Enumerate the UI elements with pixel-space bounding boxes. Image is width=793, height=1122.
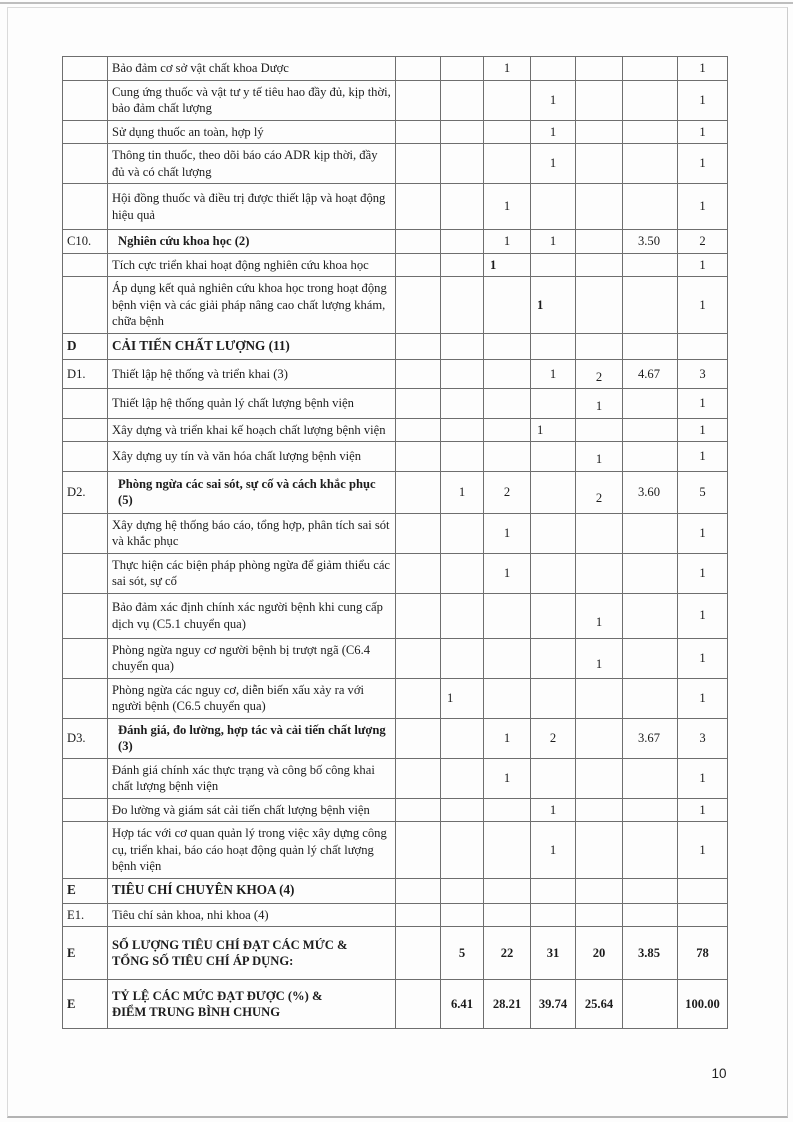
value-cell-avg [623,593,678,638]
table-row [63,57,728,81]
value-cell-m3 [484,442,531,472]
value-cell-m2 [441,253,484,277]
value-cell-m4: 1 [531,418,576,442]
value-cell-m5 [576,758,623,798]
value-cell-total: 1 [678,442,728,472]
table-row [63,903,728,927]
table-row [63,277,728,334]
value-cell-avg: 3.85 [623,927,678,980]
code-cell [63,638,108,678]
value-cell-avg [623,513,678,553]
value-cell-m2: 6.41 [441,980,484,1029]
value-cell-m3 [484,418,531,442]
code-cell [63,253,108,277]
value-cell-m3: 1 [484,230,531,254]
value-cell-total: 100.00 [678,980,728,1029]
criteria-table [62,56,728,1029]
code-cell [63,553,108,593]
code-cell [63,57,108,81]
value-cell-avg [623,144,678,184]
value-cell-m5 [576,184,623,230]
value-cell-m1 [396,389,441,419]
table-row [63,593,728,638]
value-cell-total: 1 [678,798,728,822]
table-row [63,758,728,798]
value-cell-m1 [396,120,441,144]
table-row [63,418,728,442]
code-cell [63,822,108,879]
criterion-cell: Thiết lập hệ thống và triển khai (3) [108,359,396,389]
value-cell-m4 [531,471,576,513]
value-cell-m3: 1 [484,184,531,230]
value-cell-total: 1 [678,184,728,230]
value-cell-m3 [484,144,531,184]
value-cell-m1 [396,758,441,798]
value-cell-total: 1 [678,418,728,442]
value-cell-m2 [441,822,484,879]
value-cell-m3 [484,878,531,903]
value-cell-m4 [531,513,576,553]
value-cell-total: 1 [678,593,728,638]
value-cell-m2 [441,144,484,184]
value-cell-avg [623,758,678,798]
table-row [63,513,728,553]
value-cell-m1 [396,903,441,927]
criterion-cell: Xây dựng uy tín và văn hóa chất lượng bệnh viện [108,442,396,472]
value-cell-total: 5 [678,471,728,513]
value-cell-avg: 3.60 [623,471,678,513]
value-cell-m1 [396,822,441,879]
value-cell-m3 [484,903,531,927]
table-row [63,822,728,879]
table-row [63,144,728,184]
table-row [63,553,728,593]
value-cell-m1 [396,277,441,334]
criterion-cell: Tích cực triển khai hoạt động nghiên cứu khoa học [108,253,396,277]
value-cell-m3 [484,822,531,879]
value-cell-m5 [576,553,623,593]
value-cell-avg [623,442,678,472]
value-cell-total: 1 [678,553,728,593]
code-cell: E [63,927,108,980]
value-cell-avg: 4.67 [623,359,678,389]
value-cell-total: 1 [678,638,728,678]
value-cell-m1 [396,359,441,389]
criterion-cell: Đo lường và giám sát cải tiến chất lượng bệnh viện [108,798,396,822]
value-cell-m5: 1 [576,442,623,472]
value-cell-m3: 22 [484,927,531,980]
value-cell-m5 [576,277,623,334]
value-cell-avg [623,80,678,120]
value-cell-m5 [576,513,623,553]
value-cell-m5: 25.64 [576,980,623,1029]
table-row [63,980,728,1029]
value-cell-m1 [396,442,441,472]
value-cell-m1 [396,80,441,120]
table-row [63,333,728,359]
value-cell-m4 [531,878,576,903]
value-cell-m5: 2 [576,359,623,389]
value-cell-m5 [576,80,623,120]
value-cell-m1 [396,980,441,1029]
value-cell-m5 [576,120,623,144]
value-cell-m5 [576,333,623,359]
value-cell-m5 [576,822,623,879]
criterion-cell: Nghiên cứu khoa học (2) [108,230,396,254]
value-cell-total: 1 [678,389,728,419]
value-cell-m3 [484,359,531,389]
value-cell-total: 78 [678,927,728,980]
value-cell-avg: 3.67 [623,718,678,758]
table-row [63,230,728,254]
value-cell-m3 [484,593,531,638]
table-row [63,389,728,419]
table-row [63,798,728,822]
criterion-cell: Phòng ngừa các nguy cơ, diễn biến xấu xảy ra với người bệnh (C6.5 chuyển qua) [108,678,396,718]
value-cell-m2 [441,57,484,81]
criterion-cell: Đánh giá chính xác thực trạng và công bố công khai chất lượng bệnh viện [108,758,396,798]
criterion-cell: Sử dụng thuốc an toàn, hợp lý [108,120,396,144]
code-cell [63,144,108,184]
code-cell [63,593,108,638]
value-cell-m2 [441,758,484,798]
value-cell-m4 [531,638,576,678]
value-cell-total: 1 [678,277,728,334]
value-cell-m5 [576,718,623,758]
value-cell-m4: 1 [531,822,576,879]
value-cell-m1 [396,333,441,359]
value-cell-m4: 1 [531,120,576,144]
code-cell [63,80,108,120]
value-cell-m2 [441,903,484,927]
value-cell-m3 [484,120,531,144]
code-cell [63,513,108,553]
value-cell-total [678,333,728,359]
value-cell-avg [623,184,678,230]
value-cell-m4 [531,184,576,230]
value-cell-m4 [531,758,576,798]
table-row [63,638,728,678]
value-cell-m2 [441,418,484,442]
value-cell-m3 [484,678,531,718]
value-cell-m3: 28.21 [484,980,531,1029]
value-cell-m4: 1 [531,144,576,184]
value-cell-avg [623,120,678,144]
table-row [63,120,728,144]
value-cell-avg [623,903,678,927]
criterion-cell: Thiết lập hệ thống quản lý chất lượng bệnh viện [108,389,396,419]
code-cell: D [63,333,108,359]
value-cell-m4 [531,333,576,359]
value-cell-total: 3 [678,718,728,758]
value-cell-m2 [441,277,484,334]
value-cell-total: 2 [678,230,728,254]
value-cell-m2 [441,798,484,822]
value-cell-total: 1 [678,758,728,798]
value-cell-m5 [576,678,623,718]
value-cell-m3 [484,277,531,334]
value-cell-m1 [396,471,441,513]
criterion-cell: Xây dựng và triển khai kế hoạch chất lượng bệnh viện [108,418,396,442]
value-cell-m3 [484,798,531,822]
criterion-cell: Đánh giá, đo lường, hợp tác và cải tiến chất lượng (3) [108,718,396,758]
value-cell-m1 [396,144,441,184]
code-cell [63,184,108,230]
value-cell-m1 [396,553,441,593]
value-cell-m3 [484,638,531,678]
criterion-cell: Xây dựng hệ thống báo cáo, tổng hợp, phân tích sai sót và khắc phục [108,513,396,553]
value-cell-total: 1 [678,80,728,120]
value-cell-m5: 1 [576,389,623,419]
value-cell-m2 [441,80,484,120]
value-cell-m3 [484,389,531,419]
table-row [63,253,728,277]
value-cell-m5: 1 [576,638,623,678]
value-cell-total: 1 [678,120,728,144]
value-cell-m4: 1 [531,80,576,120]
value-cell-m1 [396,513,441,553]
value-cell-m3: 1 [484,718,531,758]
scan-top-edge [0,2,793,4]
value-cell-m1 [396,57,441,81]
value-cell-m2 [441,442,484,472]
value-cell-m1 [396,230,441,254]
criterion-cell: Tiêu chí sản khoa, nhi khoa (4) [108,903,396,927]
table-row [63,80,728,120]
value-cell-m4 [531,389,576,419]
value-cell-m4 [531,442,576,472]
value-cell-total: 1 [678,253,728,277]
criterion-cell: CẢI TIẾN CHẤT LƯỢNG (11) [108,333,396,359]
table-row [63,927,728,980]
code-cell [63,798,108,822]
value-cell-m2: 1 [441,471,484,513]
value-cell-avg [623,253,678,277]
value-cell-m2 [441,184,484,230]
value-cell-avg [623,980,678,1029]
value-cell-avg: 3.50 [623,230,678,254]
value-cell-m4: 1 [531,277,576,334]
value-cell-avg [623,638,678,678]
value-cell-m4 [531,593,576,638]
value-cell-avg [623,277,678,334]
value-cell-total: 1 [678,678,728,718]
table-row [63,718,728,758]
value-cell-m4 [531,57,576,81]
code-cell: C10. [63,230,108,254]
value-cell-m4 [531,253,576,277]
value-cell-avg [623,333,678,359]
value-cell-total [678,903,728,927]
value-cell-m5: 1 [576,593,623,638]
value-cell-m2 [441,389,484,419]
value-cell-m5 [576,798,623,822]
value-cell-m5 [576,418,623,442]
value-cell-m1 [396,253,441,277]
criterion-cell: Thông tin thuốc, theo dõi báo cáo ADR kịp thời, đầy đủ và có chất lượng [108,144,396,184]
value-cell-m4: 1 [531,359,576,389]
criterion-cell: Hợp tác với cơ quan quản lý trong việc xây dựng công cụ, triển khai, báo cáo hoạt động quản lý chất lượng bệnh viện [108,822,396,879]
value-cell-m2 [441,359,484,389]
criterion-cell: Cung ứng thuốc và vật tư y tế tiêu hao đầy đủ, kịp thời, bảo đảm chất lượng [108,80,396,120]
value-cell-avg [623,553,678,593]
value-cell-m1 [396,927,441,980]
criterion-cell: Phòng ngừa nguy cơ người bệnh bị trượt ngã (C6.4 chuyển qua) [108,638,396,678]
table-row [63,442,728,472]
value-cell-m1 [396,678,441,718]
value-cell-m4 [531,553,576,593]
value-cell-avg [623,798,678,822]
value-cell-m2 [441,513,484,553]
value-cell-m5 [576,57,623,81]
code-cell: E [63,878,108,903]
value-cell-m1 [396,718,441,758]
value-cell-avg [623,418,678,442]
value-cell-m4: 1 [531,230,576,254]
criterion-cell: Thực hiện các biện pháp phòng ngừa để giảm thiểu các sai sót, sự cố [108,553,396,593]
table-row [63,878,728,903]
value-cell-avg [623,389,678,419]
value-cell-m5 [576,903,623,927]
value-cell-m2 [441,593,484,638]
value-cell-total: 1 [678,513,728,553]
value-cell-total: 1 [678,57,728,81]
code-cell [63,120,108,144]
value-cell-avg [623,822,678,879]
table-row [63,359,728,389]
value-cell-m5: 20 [576,927,623,980]
criterion-cell: Bảo đảm cơ sở vật chất khoa Dược [108,57,396,81]
value-cell-m3 [484,80,531,120]
value-cell-m3: 1 [484,553,531,593]
code-cell: E1. [63,903,108,927]
value-cell-total: 1 [678,144,728,184]
value-cell-m3: 1 [484,253,531,277]
value-cell-m4: 31 [531,927,576,980]
value-cell-total: 3 [678,359,728,389]
code-cell [63,277,108,334]
value-cell-m4: 39.74 [531,980,576,1029]
value-cell-m2 [441,120,484,144]
table-row [63,678,728,718]
value-cell-m5 [576,878,623,903]
value-cell-m3: 1 [484,57,531,81]
value-cell-m2 [441,230,484,254]
value-cell-m1 [396,878,441,903]
value-cell-m4: 2 [531,718,576,758]
value-cell-m1 [396,798,441,822]
value-cell-avg [623,57,678,81]
table-row [63,184,728,230]
value-cell-m4: 1 [531,798,576,822]
code-cell: D3. [63,718,108,758]
code-cell: D1. [63,359,108,389]
code-cell [63,758,108,798]
criterion-cell: Áp dụng kết quả nghiên cứu khoa học trong hoạt động bệnh viện và các giải pháp nâng cao chất lượng khám, chữa bệnh [108,277,396,334]
criterion-cell: Phòng ngừa các sai sót, sự cố và cách khắc phục (5) [108,471,396,513]
value-cell-avg [623,878,678,903]
value-cell-m2 [441,878,484,903]
value-cell-m2 [441,333,484,359]
value-cell-m2 [441,553,484,593]
criterion-cell: TỶ LỆ CÁC MỨC ĐẠT ĐƯỢC (%) & ĐIỂM TRUNG BÌNH CHUNG [108,980,396,1029]
value-cell-m1 [396,593,441,638]
value-cell-m1 [396,184,441,230]
value-cell-m3: 1 [484,513,531,553]
value-cell-m3 [484,333,531,359]
code-cell: E [63,980,108,1029]
value-cell-m4 [531,903,576,927]
value-cell-m1 [396,418,441,442]
criterion-cell: Hội đồng thuốc và điều trị được thiết lập và hoạt động hiệu quả [108,184,396,230]
value-cell-m2: 5 [441,927,484,980]
value-cell-m2: 1 [441,678,484,718]
value-cell-m2 [441,638,484,678]
criterion-cell: TIÊU CHÍ CHUYÊN KHOA (4) [108,878,396,903]
value-cell-m3: 2 [484,471,531,513]
value-cell-m3: 1 [484,758,531,798]
code-cell [63,389,108,419]
page-number: 10 [711,1066,727,1081]
table-row [63,471,728,513]
value-cell-m5 [576,230,623,254]
value-cell-m5: 2 [576,471,623,513]
criterion-cell: SỐ LƯỢNG TIÊU CHÍ ĐẠT CÁC MỨC & TỔNG SỐ TIÊU CHÍ ÁP DỤNG: [108,927,396,980]
criterion-cell: Bảo đảm xác định chính xác người bệnh khi cung cấp dịch vụ (C5.1 chuyển qua) [108,593,396,638]
code-cell [63,678,108,718]
value-cell-m4 [531,678,576,718]
value-cell-total [678,878,728,903]
code-cell [63,442,108,472]
value-cell-total: 1 [678,822,728,879]
value-cell-m1 [396,638,441,678]
code-cell [63,418,108,442]
value-cell-avg [623,678,678,718]
code-cell: D2. [63,471,108,513]
value-cell-m2 [441,718,484,758]
value-cell-m5 [576,144,623,184]
value-cell-m5 [576,253,623,277]
